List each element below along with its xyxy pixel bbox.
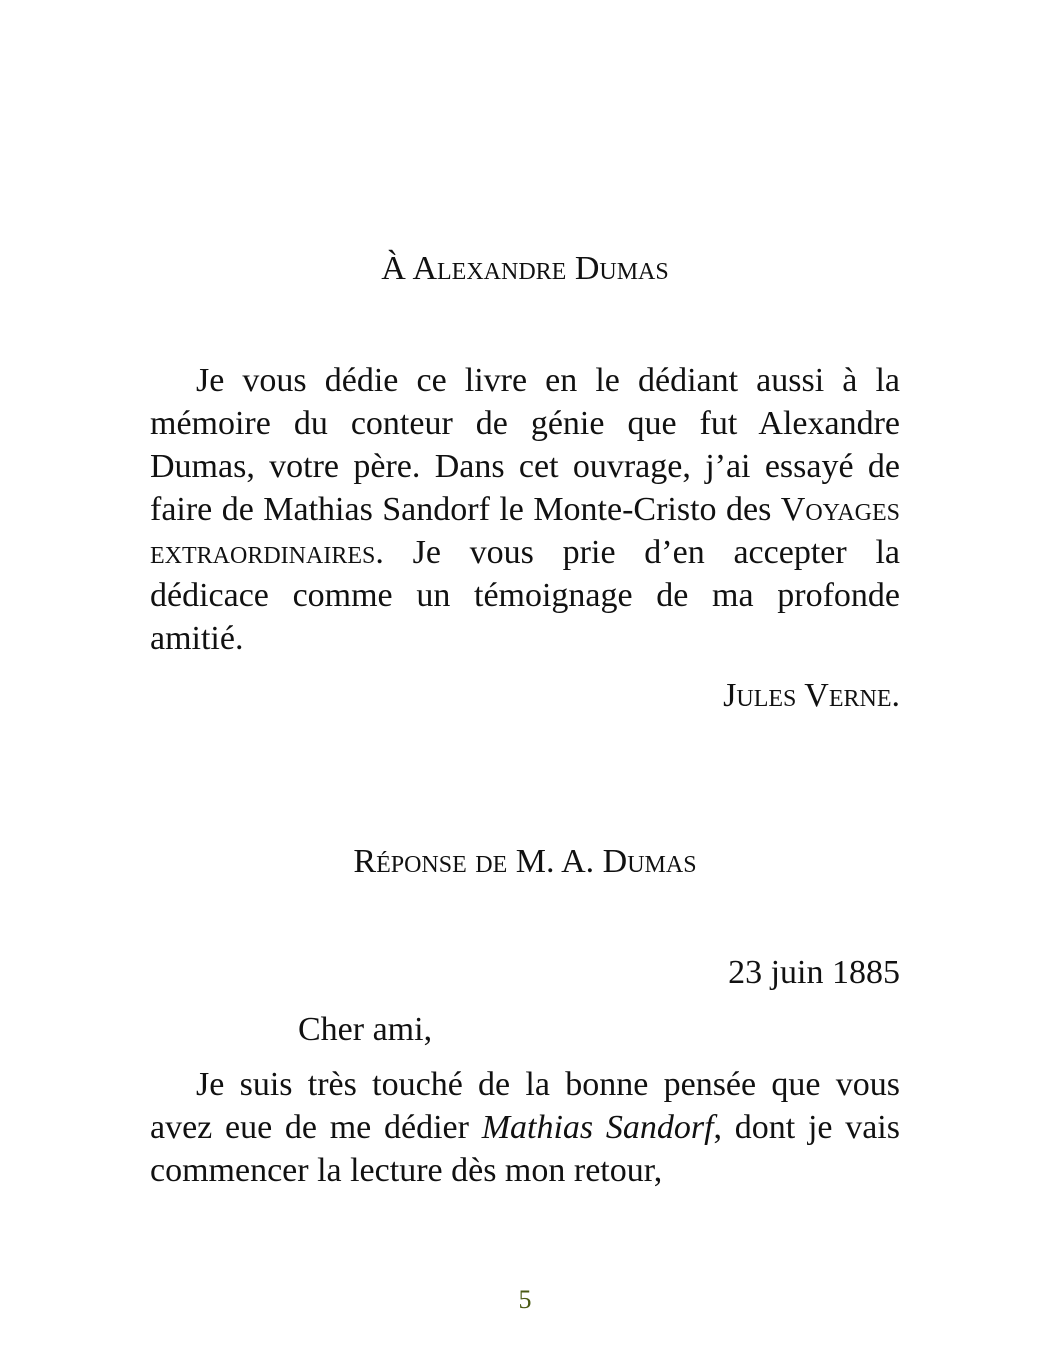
dedication-paragraph: [150, 359, 900, 660]
response-text-end: , dont je vais commencer la lecture dès mon retour,: [150, 1109, 900, 1189]
dedication-signature: Jules Verne.: [723, 677, 900, 714]
response-paragraph: [150, 1063, 900, 1192]
dedication-text-start: Je vous dédie ce livre en le dédiant aussi à la mémoire du conteur de génie que fut Alexandre Dumas, votre père. Dans cet ouvrage, j’ai essayé de faire de Mathias Sandorf le Monte-Cristo des: [150, 362, 900, 528]
response-heading: Réponse de M. A. Dumas: [353, 843, 697, 880]
response-text-start: Je suis très touché de la bonne pensée que vous avez eue de me dédier: [150, 1066, 900, 1146]
dedication-text-end: . Je vous prie d’en accepter la dédicace comme un témoignage de ma profonde amitié.: [150, 534, 900, 657]
book-title: Mathias Sandorf: [481, 1109, 714, 1146]
book-page: [150, 0, 900, 1350]
page-number: 5: [518, 1285, 532, 1314]
letter-date: 23 juin 1885: [728, 954, 900, 991]
letter-greeting: Cher ami,: [298, 1011, 433, 1048]
series-title: Voyages extraordinaires: [150, 491, 900, 571]
dedication-heading: À Alexandre Dumas: [381, 250, 669, 287]
